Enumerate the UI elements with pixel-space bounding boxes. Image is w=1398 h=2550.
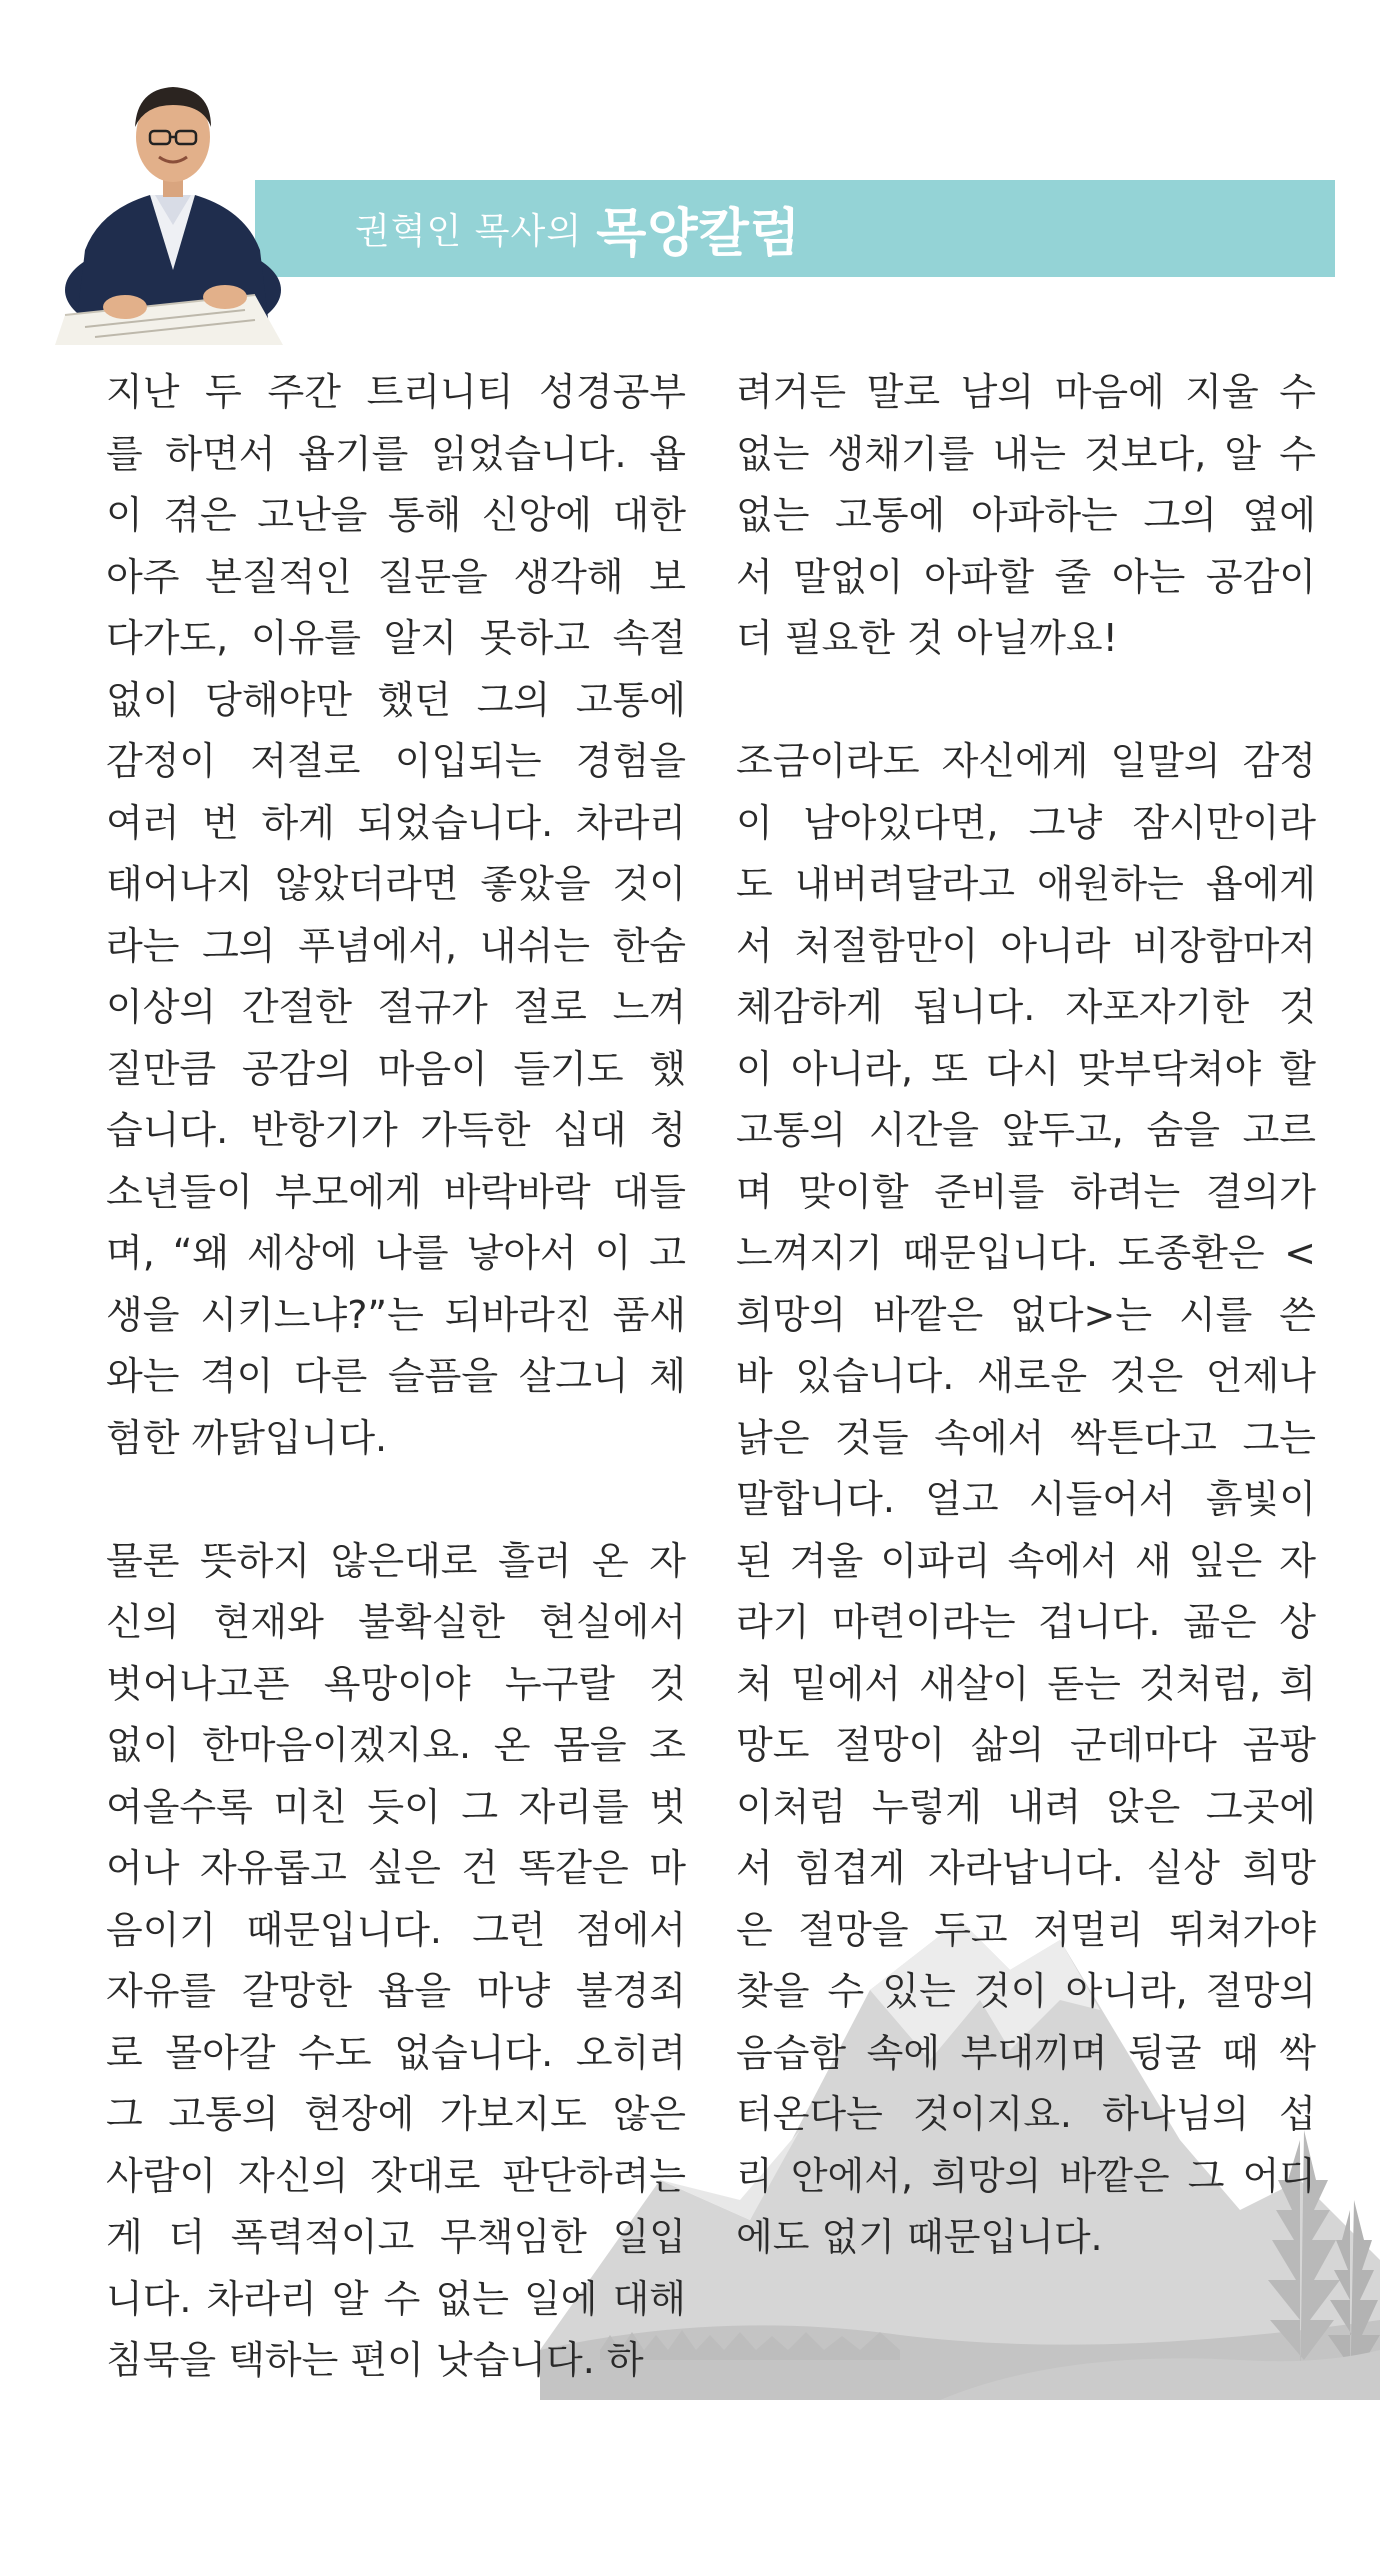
column-left xyxy=(106,362,686,2392)
text-line: 서 말없이 아파할 줄 아는 공감이 xyxy=(736,554,1316,599)
text-line: 된 겨울 이파리 속에서 새 잎은 자 xyxy=(736,1538,1316,1583)
text-line: 니다. 차라리 알 수 없는 일에 대해 xyxy=(106,2276,686,2321)
text-line: 라는 그의 푸념에서, 내쉬는 한숨 xyxy=(106,923,686,968)
text-line: 이 겪은 고난을 통해 신앙에 대한 xyxy=(106,493,686,537)
column-title-prefix: 권혁인 목사의 xyxy=(355,211,583,252)
text-line: 더 필요한 것 아닐까요! xyxy=(736,616,1118,660)
text-line: 없이 당해야만 했던 그의 고통에 xyxy=(106,677,686,722)
text-line: 낡은 것들 속에서 싹튼다고 그는 xyxy=(736,1415,1316,1460)
text-line: 습니다. 반항기가 가득한 십대 청 xyxy=(106,1108,686,1152)
text-line: 소년들이 부모에게 바락바락 대들 xyxy=(106,1169,686,1214)
text-line: 태어나지 않았더라면 좋았을 것이 xyxy=(106,862,686,906)
text-line: 처 밑에서 새살이 돋는 것처럼, 희 xyxy=(736,1661,1316,1706)
text-line: 라기 마련이라는 겁니다. 곪은 상 xyxy=(736,1600,1316,1644)
text-line: 말합니다. 얼고 시들어서 흙빛이 xyxy=(736,1477,1316,1521)
text-line: 물론 뜻하지 않은대로 흘러 온 자 xyxy=(106,1538,686,1583)
column-title-main: 목양칼럼 xyxy=(596,203,802,264)
text-line: 아주 본질적인 질문을 생각해 보 xyxy=(106,554,686,599)
pastor-portrait-icon xyxy=(55,45,285,345)
text-line: 없는 생채기를 내는 것보다, 알 수 xyxy=(736,431,1316,476)
text-line: 감정이 저절로 이입되는 경험을 xyxy=(106,739,686,783)
text-line: 며, “왜 세상에 나를 낳아서 이 고 xyxy=(106,1231,686,1275)
text-line: 신의 현재와 불확실한 현실에서 xyxy=(106,1600,686,1644)
text-line: 터온다는 것이지요. 하나님의 섭 xyxy=(736,2092,1316,2136)
text-line: 없는 고통에 아파하는 그의 옆에 xyxy=(736,493,1316,537)
paragraph-gap xyxy=(106,1469,686,1531)
text-line: 사람이 자신의 잣대로 판단하려는 xyxy=(106,2153,686,2198)
text-line: 다가도, 이유를 알지 못하고 속절 xyxy=(106,616,686,660)
text-line: 려거든 말로 남의 마음에 지울 수 xyxy=(736,370,1316,414)
text-line: 음이기 때문입니다. 그런 점에서 xyxy=(106,1907,686,1952)
text-line: 자유를 갈망한 욥을 마냥 불경죄 xyxy=(106,1969,686,2013)
text-line: 이 남아있다면, 그냥 잠시만이라 xyxy=(736,800,1316,845)
text-line: 체감하게 됩니다. 자포자기한 것 xyxy=(736,985,1316,1029)
column-right xyxy=(736,362,1316,2269)
text-line: 이상의 간절한 절규가 절로 느껴 xyxy=(106,985,686,1029)
text-line: 로 몰아갈 수도 없습니다. 오히려 xyxy=(106,2030,686,2075)
text-line: 은 절망을 두고 저멀리 뛰쳐가야 xyxy=(736,1907,1316,1952)
text-line: 희망의 바깥은 없다>는 시를 쓴 xyxy=(736,1292,1316,1337)
text-line: 조금이라도 자신에게 일말의 감정 xyxy=(736,739,1316,783)
text-line: 음습함 속에 부대끼며 뒹굴 때 싹 xyxy=(736,2030,1316,2075)
column-title xyxy=(355,180,801,277)
text-line: 이 아니라, 또 다시 맞부닥쳐야 할 xyxy=(736,1046,1316,1091)
text-line: 도 내버려달라고 애원하는 욥에게 xyxy=(736,862,1316,906)
text-line: 게 더 폭력적이고 무책임한 일입 xyxy=(106,2215,686,2259)
text-line: 질만큼 공감의 마음이 들기도 했 xyxy=(106,1046,686,1091)
text-line: 여러 번 하게 되었습니다. 차라리 xyxy=(106,800,686,845)
text-line: 바 있습니다. 새로운 것은 언제나 xyxy=(736,1354,1316,1398)
text-line: 이처럼 누렇게 내려 앉은 그곳에 xyxy=(736,1784,1316,1829)
text-line: 망도 절망이 삶의 군데마다 곰팡 xyxy=(736,1723,1316,1767)
text-line: 어나 자유롭고 싶은 건 똑같은 마 xyxy=(106,1846,686,1890)
text-line: 며 맞이할 준비를 하려는 결의가 xyxy=(736,1169,1316,1214)
text-line: 지난 두 주간 트리니티 성경공부 xyxy=(106,370,686,414)
text-line: 찾을 수 있는 것이 아니라, 절망의 xyxy=(736,1969,1316,2013)
text-line: 서 처절함만이 아니라 비장함마저 xyxy=(736,923,1316,968)
text-line: 침묵을 택하는 편이 낫습니다. 하 xyxy=(106,2338,644,2382)
text-line: 고통의 시간을 앞두고, 숨을 고르 xyxy=(736,1108,1316,1152)
text-line: 그 고통의 현장에 가보지도 않은 xyxy=(106,2092,686,2136)
paragraph-gap xyxy=(736,670,1316,732)
text-line: 리 안에서, 희망의 바깥은 그 어디 xyxy=(736,2153,1316,2198)
text-line: 서 힘겹게 자라납니다. 실상 희망 xyxy=(736,1846,1316,1890)
text-line: 와는 격이 다른 슬픔을 살그니 체 xyxy=(106,1354,686,1398)
text-line: 험한 까닭입니다. xyxy=(106,1415,388,1460)
text-line: 에도 없기 때문입니다. xyxy=(736,2215,1103,2259)
text-line: 여올수록 미친 듯이 그 자리를 벗 xyxy=(106,1784,686,1829)
text-line: 느껴지기 때문입니다. 도종환은 < xyxy=(736,1231,1316,1275)
text-line: 벗어나고픈 욕망이야 누구랄 것 xyxy=(106,1661,686,1706)
text-line: 없이 한마음이겠지요. 온 몸을 조 xyxy=(106,1723,686,1767)
text-line: 생을 시키느냐?”는 되바라진 품새 xyxy=(106,1292,686,1337)
text-line: 를 하면서 욥기를 읽었습니다. 욥 xyxy=(106,431,686,476)
